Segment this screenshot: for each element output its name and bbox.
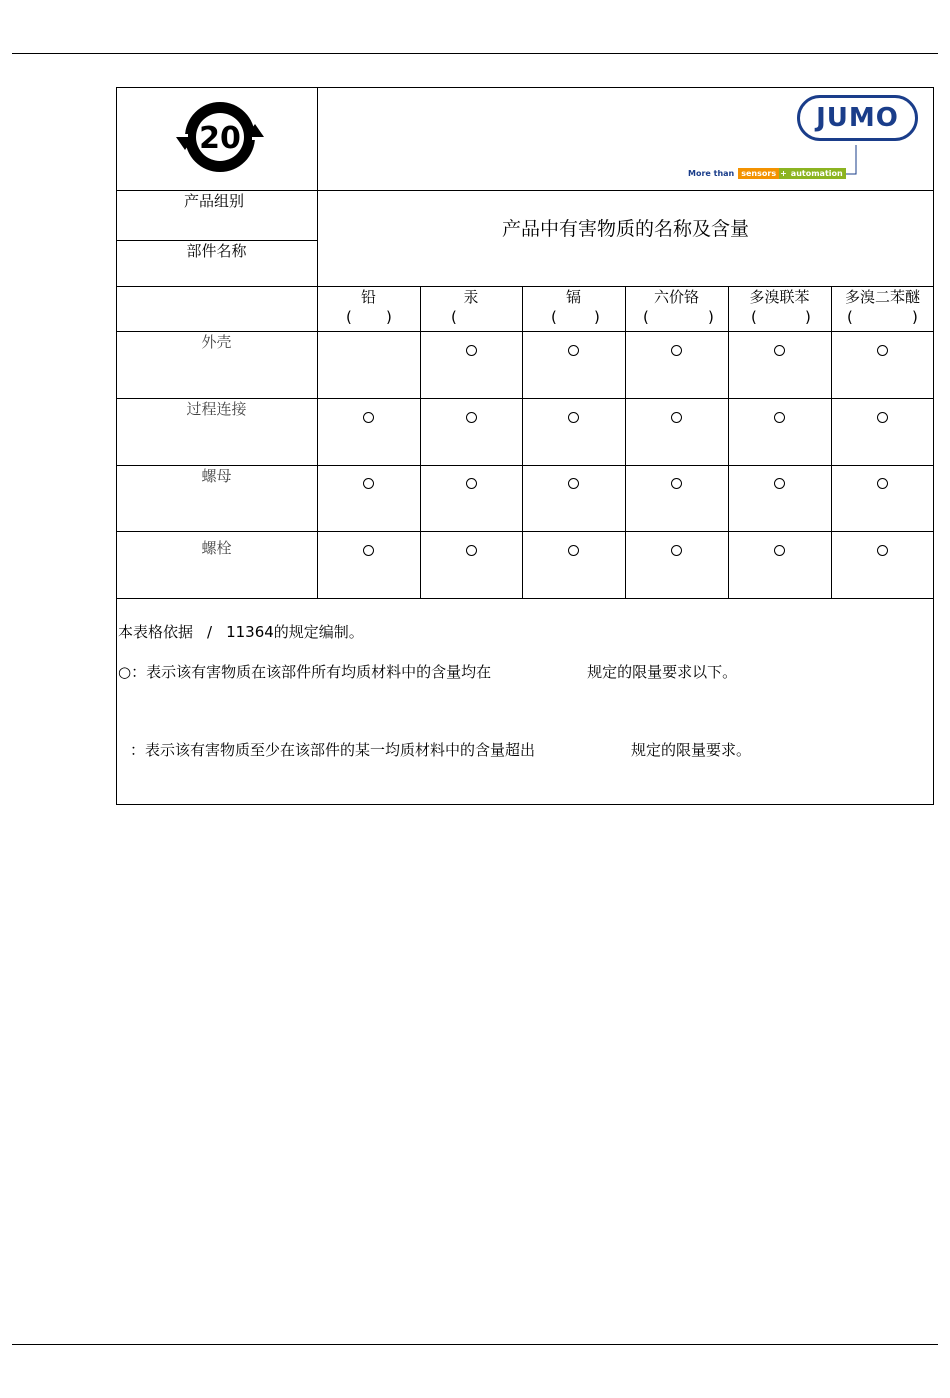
epup-number: 20 [199, 121, 241, 156]
column-header: 铅 [360, 288, 376, 306]
paren-close: ) [708, 308, 714, 326]
note-standard [118, 622, 364, 642]
note-standard-suffix: 11364的规定编制。 [226, 623, 364, 641]
column-divider [317, 87, 318, 598]
compliant-circle-icon [774, 345, 785, 356]
row-divider [116, 465, 934, 466]
row-divider [116, 331, 934, 332]
compliant-circle-icon [671, 345, 682, 356]
compliant-circle-icon [774, 545, 785, 556]
brand-name: JUMO [816, 103, 899, 133]
column-divider [831, 286, 832, 598]
compliant-circle-icon [671, 412, 682, 423]
column-divider [420, 286, 421, 598]
compliant-circle-icon [877, 412, 888, 423]
note-below-limit [118, 662, 737, 682]
epup-20-icon [174, 100, 266, 174]
column-header: 多溴联苯 [749, 288, 810, 306]
part-name-label: 部件名称 [186, 242, 247, 260]
row-divider [116, 240, 317, 241]
compliant-circle-icon [363, 478, 374, 489]
compliant-circle-icon [774, 412, 785, 423]
product-group-label: 产品组别 [183, 192, 244, 210]
compliant-circle-icon [466, 345, 477, 356]
column-header: 六价铬 [653, 288, 699, 306]
compliant-circle-icon [568, 412, 579, 423]
column-header: 多溴二苯醚 [844, 288, 920, 306]
part-name: 外壳 [201, 333, 232, 351]
note-exceeds-limit-text: ：表示该有害物质至少在该部件的某一均质材料中的含量超出 [130, 741, 536, 759]
top-rule [12, 53, 938, 54]
compliant-circle-icon [671, 545, 682, 556]
paren-open: ( [551, 308, 557, 326]
paren-open: ( [847, 308, 853, 326]
compliant-circle-icon [363, 545, 374, 556]
table-title: 产品中有害物质的名称及含量 [501, 218, 749, 240]
row-divider [116, 598, 934, 599]
brand-tagline [688, 166, 846, 180]
note-exceeds-limit-suffix: 规定的限量要求。 [631, 741, 752, 759]
compliant-circle-icon [877, 478, 888, 489]
column-header: 镉 [565, 288, 581, 306]
compliant-circle-icon [466, 545, 477, 556]
paren-open: ( [451, 308, 457, 326]
compliant-circle-icon [774, 478, 785, 489]
tagline-more: More than [688, 168, 735, 178]
note-standard-slash: / [207, 623, 213, 641]
paren-open: ( [346, 308, 352, 326]
paren-close: ) [805, 308, 811, 326]
part-name: 螺母 [201, 467, 232, 485]
compliant-circle-icon [671, 478, 682, 489]
bottom-rule [12, 1344, 938, 1345]
compliant-circle-icon [877, 345, 888, 356]
row-divider [116, 531, 934, 532]
compliant-circle-icon [568, 478, 579, 489]
row-divider [116, 398, 934, 399]
row-divider [116, 190, 934, 191]
note-exceeds-limit [130, 740, 751, 760]
part-name: 螺栓 [201, 539, 232, 557]
compliant-circle-icon [568, 345, 579, 356]
paren-close: ) [386, 308, 392, 326]
column-divider [522, 286, 523, 598]
compliant-circle-icon [466, 412, 477, 423]
column-header: 汞 [463, 288, 479, 306]
column-divider [625, 286, 626, 598]
note-standard-prefix: 本表格依据 [118, 623, 194, 641]
tagline-plus: + [780, 168, 787, 178]
row-divider [116, 286, 934, 287]
paren-close: ) [594, 308, 600, 326]
paren-close: ) [912, 308, 918, 326]
tagline-sensors: sensors [738, 168, 779, 179]
note-below-limit-text: ○：表示该有害物质在该部件所有均质材料中的含量均在 [118, 663, 492, 681]
compliant-circle-icon [466, 478, 477, 489]
note-below-limit-suffix: 规定的限量要求以下。 [587, 663, 738, 681]
paren-open: ( [751, 308, 757, 326]
compliant-circle-icon [363, 412, 374, 423]
column-divider [728, 286, 729, 598]
compliant-circle-icon [568, 545, 579, 556]
compliant-circle-icon [877, 545, 888, 556]
tagline-automation: automation [788, 168, 846, 179]
paren-open: ( [643, 308, 649, 326]
jumo-logo [797, 95, 918, 141]
part-name: 过程连接 [186, 400, 247, 418]
